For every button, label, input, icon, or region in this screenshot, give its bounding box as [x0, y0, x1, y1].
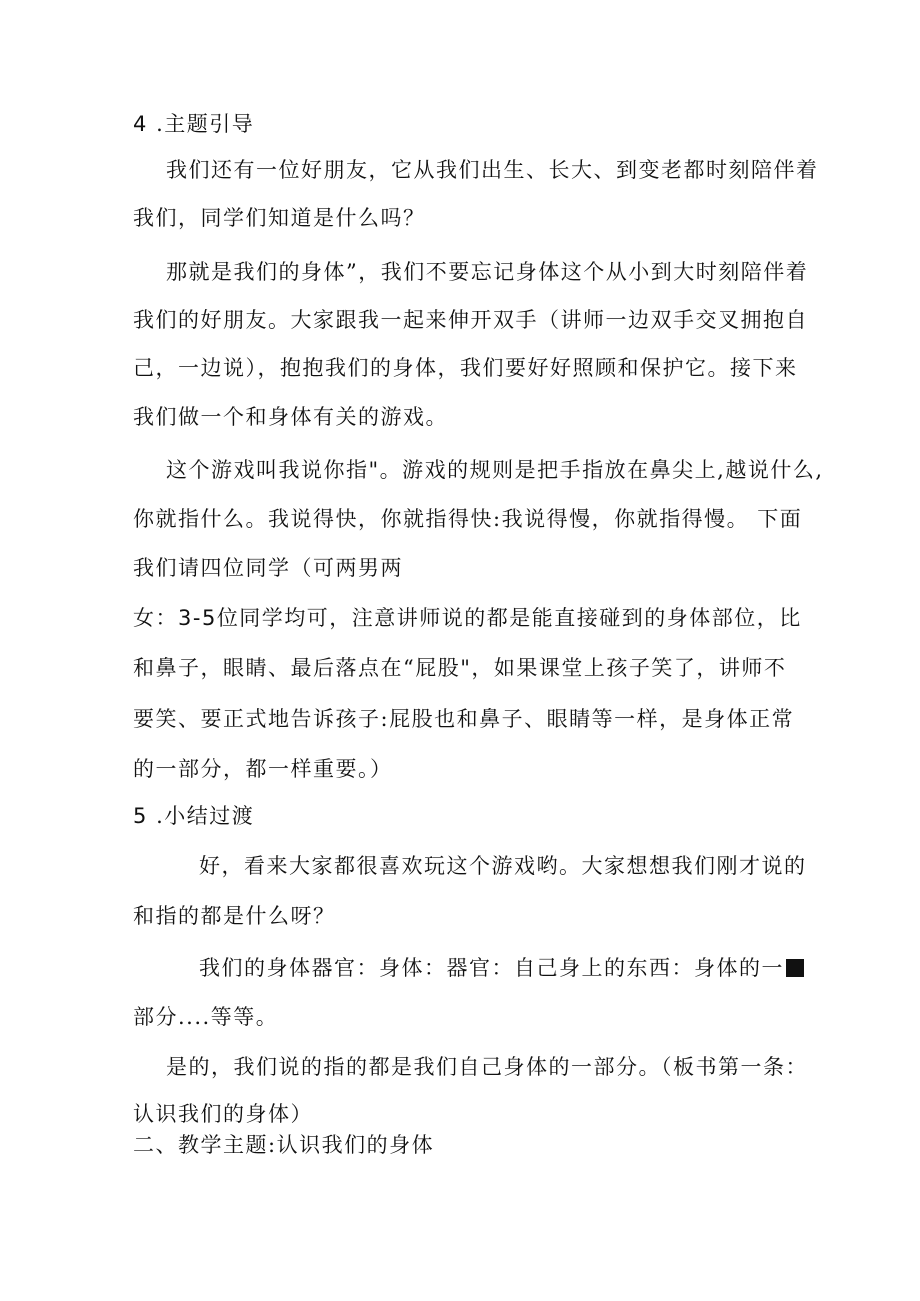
- section-5-heading: [133, 802, 254, 830]
- paragraph-line: 我们，同学们知道是什么吗？: [133, 206, 426, 230]
- paragraph-line: 己，一边说），抱抱我们的身体，我们要好好照顾和保护它。接下来: [133, 356, 798, 380]
- section-4-title: .主题引导: [156, 112, 255, 136]
- heading-2: 二、教学主题:认识我们的身体: [133, 1133, 435, 1157]
- paragraph-line: 认识我们的身体）: [133, 1102, 313, 1126]
- paragraph-line: 这个游戏叫我说你指"。游戏的规则是把手指放在鼻尖上,越说什么,: [166, 458, 824, 482]
- section-5-title: .小结过渡: [156, 804, 255, 828]
- count-range: 3-5: [178, 606, 217, 630]
- paragraph-line: [199, 954, 804, 982]
- paragraph-line: 我们还有一位好朋友，它从我们出生、长大、到变老都时刻陪伴着: [166, 158, 819, 182]
- paragraph-line: 和鼻子，眼睛、最后落点在“屁股"，如果课堂上孩子笑了，讲师不: [133, 656, 787, 680]
- paragraph-text: 我们的身体器官：身体：器官：自己身上的东西：身体的一: [199, 956, 784, 980]
- paragraph-line: 那就是我们的身体”，我们不要忘记身体这个从小到大时刻陪伴着: [166, 260, 809, 284]
- section-4-heading: [133, 110, 254, 138]
- section-5-number: 5: [133, 804, 148, 828]
- paragraph-line: 要笑、要正式地告诉孩子:屁股也和鼻子、眼睛等一样，是身体正常: [133, 707, 795, 731]
- paragraph-line: 和指的都是什么呀？: [133, 904, 336, 928]
- line-rest: 位同学均可，注意讲师说的都是能直接碰到的身体部位，比: [216, 606, 802, 630]
- paragraph-line: 的一部分，都一样重要。）: [133, 757, 393, 781]
- paragraph-line: [133, 604, 802, 632]
- line-prefix: 女：: [133, 606, 178, 630]
- paragraph-line: 是的，我们说的指的都是我们自己身体的一部分。（板书第一条：: [166, 1055, 808, 1079]
- paragraph-line: 我们请四位同学（可两男两: [133, 556, 403, 580]
- section-4-number: 4: [133, 112, 148, 136]
- paragraph-line: 部分....等等。: [133, 1005, 279, 1029]
- paragraph-line: 好，看来大家都很喜欢玩这个游戏哟。大家想想我们刚才说的: [199, 854, 807, 878]
- black-square-icon: [786, 959, 804, 977]
- paragraph-line: 我们做一个和身体有关的游戏。: [133, 405, 448, 429]
- paragraph-line: 我们的好朋友。大家跟我一起来伸开双手（讲师一边双手交叉拥抱自: [133, 308, 808, 332]
- paragraph-line: 你就指什么。我说得快，你就指得快:我说得慢，你就指得慢。 下面: [133, 507, 803, 531]
